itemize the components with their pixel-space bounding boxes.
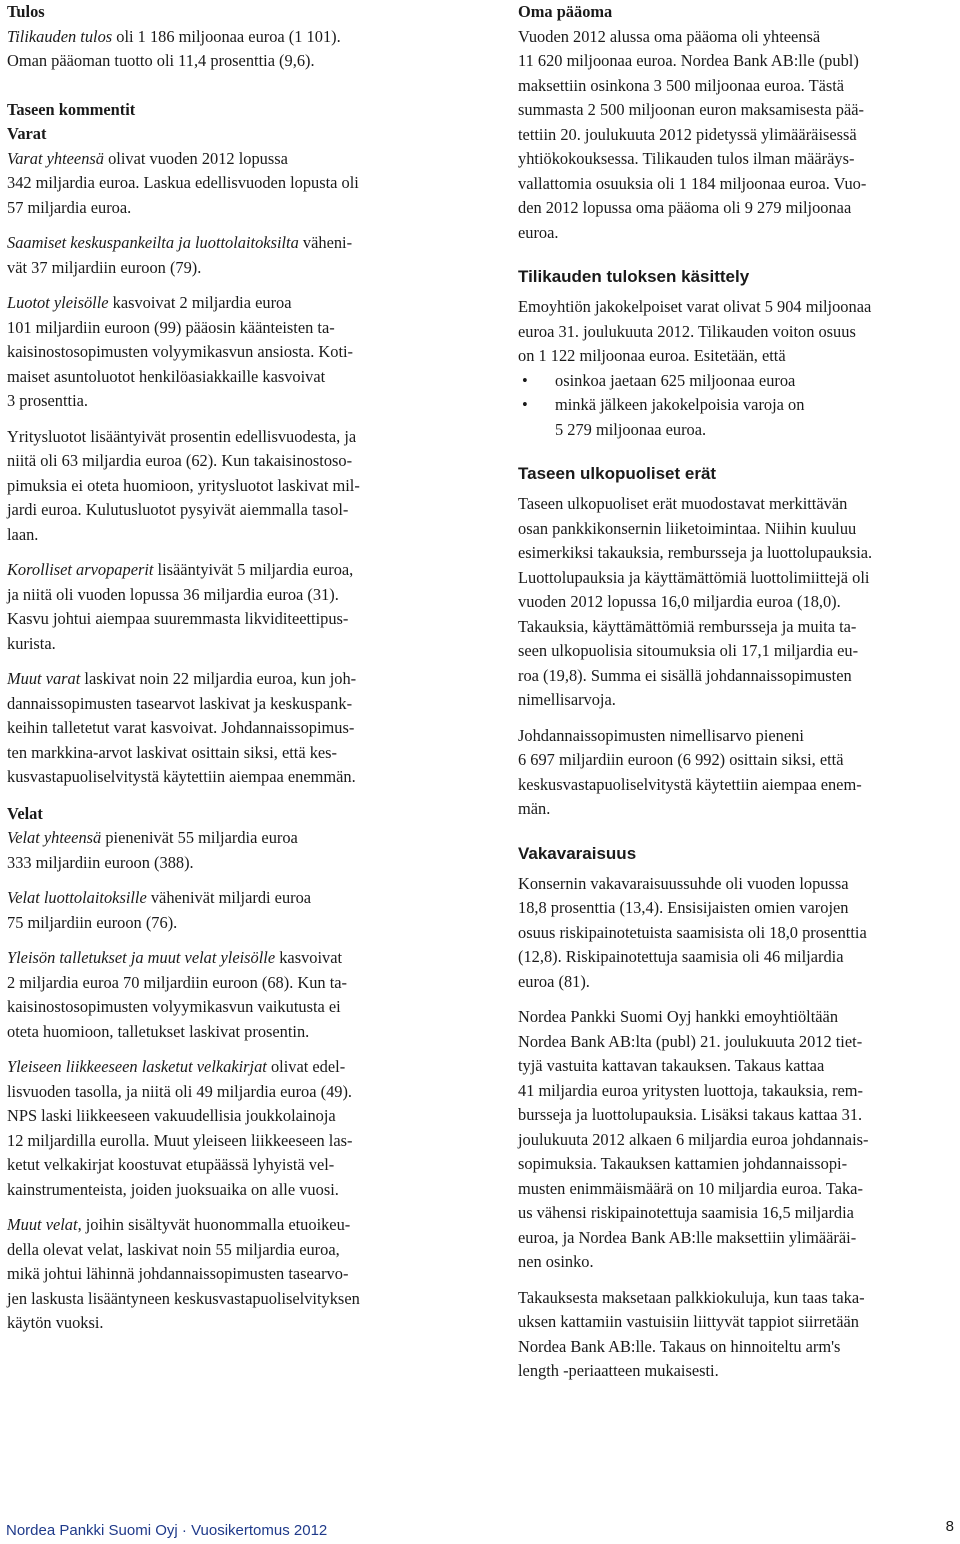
text-run: 2 miljardia euroa 70 miljardiin euroon (68). Kun ta- xyxy=(7,972,348,992)
text-line xyxy=(518,797,958,822)
text-line xyxy=(518,1286,958,1311)
text-line xyxy=(518,1128,958,1153)
paragraph xyxy=(7,231,452,280)
text-line xyxy=(518,970,958,995)
text-line xyxy=(7,741,452,766)
text-line xyxy=(7,365,452,390)
bullet-item xyxy=(518,418,958,443)
section-heading: Varat xyxy=(7,124,47,143)
text-line xyxy=(518,492,958,517)
text-line xyxy=(518,123,958,148)
text-run: tyjä vastuita kattavan takauksen. Takaus kattaa xyxy=(518,1056,825,1075)
text-run: 11 620 miljoonaa euroa. Nordea Bank AB:lle (publ) xyxy=(518,51,859,70)
text-line xyxy=(7,607,452,632)
text-run: mikä johtui lähinnä johdannaissopimusten tasearvo- xyxy=(7,1264,349,1283)
text-line xyxy=(7,1213,452,1238)
text-run: laskivat noin 22 miljardia euroa, kun joh- xyxy=(80,669,357,688)
text-line xyxy=(518,615,958,640)
text-run: Taseen ulkopuoliset erät muodostavat merkittävän xyxy=(518,494,848,513)
text-line xyxy=(7,171,452,196)
text-run: Nordea Pankki Suomi Oyj hankki emoyhtiöltään xyxy=(518,1007,839,1026)
text-run: Kasvu johtui aiempaa suuremmasta likviditeettipus- xyxy=(7,609,349,628)
text-line xyxy=(7,1055,452,1080)
text-line xyxy=(7,632,452,657)
right-column xyxy=(518,0,958,1384)
text-line xyxy=(518,49,958,74)
text-line xyxy=(518,1359,958,1384)
text-line xyxy=(7,1238,452,1263)
text-line xyxy=(7,851,452,876)
text-line xyxy=(518,221,958,246)
text-line xyxy=(7,886,452,911)
text-line xyxy=(7,558,452,583)
emphasis-term: Yleiseen liikkeeseen lasketut velkakirjat xyxy=(7,1057,267,1076)
bullet-text: minkä jälkeen jakokelpoisia varoja on xyxy=(555,395,805,414)
text-run: roa (19,8). Summa ei sisällä johdannaissopimusten xyxy=(518,665,852,685)
text-run: vallattomia osuuksia oli 1 184 miljoonaa euroa. Vuo- xyxy=(518,173,867,193)
text-run: pimuksia ei oteta huomioon, yritysluotot laskivat mil- xyxy=(7,475,360,495)
text-run: us vähensi riskipainotettuja saamisia 16,5 miljardia xyxy=(518,1203,854,1222)
text-line xyxy=(518,773,958,798)
paragraph xyxy=(518,492,958,713)
bullet-icon xyxy=(518,393,555,418)
text-run: maiset asuntoluotot henkilöasiakkaille kasvoivat xyxy=(7,366,326,386)
text-run: kaisinostosopimusten volyymikasvun ansiosta. Koti- xyxy=(7,342,354,361)
section-heading: Taseen ulkopuoliset erät xyxy=(518,464,717,483)
text-line xyxy=(518,1152,958,1177)
text-run: Konsernin vakavaraisuussuhde oli vuoden lopussa xyxy=(518,873,849,893)
paragraph xyxy=(7,425,452,548)
text-run: ja niitä oli vuoden lopussa 36 miljardia euroa (31). xyxy=(7,584,339,604)
paragraph xyxy=(7,147,452,221)
text-run: jen laskusta lisääntyneen keskusvastapuoliselvityksen xyxy=(7,1288,360,1308)
bullet-item xyxy=(518,369,958,394)
text-line xyxy=(7,667,452,692)
text-line xyxy=(518,1201,958,1226)
text-line xyxy=(7,256,452,281)
paragraph xyxy=(7,558,452,656)
text-line xyxy=(518,1079,958,1104)
paragraph xyxy=(7,826,452,875)
text-line xyxy=(518,517,958,542)
emphasis-term: Saamiset keskuspankeilta ja luottolaitoksilta xyxy=(7,233,299,252)
text-run: musten enimmäismäärä on 10 miljardia euroa. Taka- xyxy=(518,1178,863,1198)
text-run: on 1 122 miljoonaa euroa. Esitetään, että xyxy=(518,346,786,365)
text-line xyxy=(518,590,958,615)
text-line xyxy=(518,147,958,172)
text-run: lisääntyivät 5 miljardia euroa, xyxy=(153,560,354,579)
text-run: kurista. xyxy=(7,633,56,653)
text-run: euroa, ja Nordea Bank AB:lle maksettiin ylimääräi- xyxy=(518,1227,857,1247)
text-run: niitä oli 63 miljardia euroa (62). Kun takaisinostoso- xyxy=(7,451,353,470)
text-run: 75 miljardiin euroon (76). xyxy=(7,912,178,932)
text-run: summasta 2 500 miljoonan euron maksamisesta pää- xyxy=(518,100,864,119)
text-run: della olevat velat, laskivat noin 55 miljardia euroa, xyxy=(7,1239,340,1259)
text-run: Oman pääoman tuotto oli 11,4 prosenttia (9,6). xyxy=(7,51,315,70)
text-run: 57 miljardia euroa. xyxy=(7,197,132,217)
text-line xyxy=(7,316,452,341)
text-line xyxy=(518,1177,958,1202)
text-line xyxy=(7,1178,452,1203)
left-column xyxy=(7,0,452,1336)
text-run: oteta huomioon, talletukset laskivat prosentin. xyxy=(7,1021,310,1041)
bullet-text: osinkoa jaetaan 625 miljoonaa euroa xyxy=(555,370,796,390)
section-heading: Tilikauden tuloksen käsittely xyxy=(518,267,750,286)
text-run: euroa (81). xyxy=(518,971,590,991)
emphasis-term: Varat yhteensä xyxy=(7,148,104,168)
text-run: pienenivät 55 miljardia euroa xyxy=(101,828,298,847)
text-run: bursseja ja luottolupauksia. Lisäksi takaus kattaa 31. xyxy=(518,1105,863,1124)
text-line xyxy=(7,692,452,717)
text-run: 333 miljardiin euroon (388). xyxy=(7,852,194,872)
text-line xyxy=(518,295,958,320)
text-run: nen osinko. xyxy=(518,1252,594,1271)
text-line xyxy=(7,523,452,548)
text-run: den 2012 lopussa oma pääoma oli 9 279 miljoonaa xyxy=(518,198,852,217)
text-line xyxy=(518,196,958,221)
text-line xyxy=(7,425,452,450)
text-line xyxy=(7,716,452,741)
text-line xyxy=(518,1226,958,1251)
text-line xyxy=(518,74,958,99)
emphasis-term: Korolliset arvopaperit xyxy=(7,560,154,579)
text-line xyxy=(518,921,958,946)
emphasis-term: Muut velat xyxy=(7,1215,78,1234)
text-run: euroa 31. joulukuuta 2012. Tilikauden voiton osuus xyxy=(518,321,856,341)
bullet-icon xyxy=(518,369,555,394)
paragraph xyxy=(518,724,958,822)
section-heading: Vakavaraisuus xyxy=(518,843,637,863)
text-run: kainstrumenteista, joiden juoksuaika on alle vuosi. xyxy=(7,1179,339,1199)
text-line xyxy=(518,639,958,664)
text-run: kusvastapuoliselvitystä käytettiin aiempaa enemmän. xyxy=(7,767,356,786)
text-run: Emoyhtiön jakokelpoiset varat olivat 5 904 miljoonaa xyxy=(518,297,872,316)
text-run: osan pankkikonsernin liiketoimintaa. Niihin kuuluu xyxy=(518,518,857,538)
bullet-list xyxy=(518,369,958,443)
text-line xyxy=(7,147,452,172)
text-line xyxy=(518,748,958,773)
text-run: sopimuksia. Takauksen kattamien johdannaissopi- xyxy=(518,1154,848,1173)
section-heading: Oma pääoma xyxy=(518,2,613,21)
text-run: olivat vuoden 2012 lopussa xyxy=(103,148,288,168)
text-run: kasvoivat 2 miljardia euroa xyxy=(108,293,292,312)
emphasis-term: Luotot yleisölle xyxy=(7,293,109,312)
text-run: seen ulkopuolisia sitoumuksia oli 17,1 miljardia eu- xyxy=(518,641,859,660)
text-run: kasvoivat xyxy=(275,948,343,967)
paragraph xyxy=(7,886,452,935)
section-heading: Velat xyxy=(7,803,43,823)
text-run: (12,8). Riskipainotettuja saamisia oli 46 miljardia xyxy=(518,947,844,966)
paragraph xyxy=(518,1005,958,1275)
text-line xyxy=(518,172,958,197)
text-run: Nordea Bank AB:lta (publ) 21. joulukuuta 2012 tiet- xyxy=(518,1031,863,1051)
text-line xyxy=(518,566,958,591)
text-line xyxy=(7,1020,452,1045)
text-line xyxy=(7,291,452,316)
text-run: 18,8 prosenttia (13,4). Ensisijaisten omien varojen xyxy=(518,898,849,917)
text-line xyxy=(518,541,958,566)
text-line xyxy=(518,1030,958,1055)
text-run: jardi euroa. Kulutusluotot pysyivät aiemmalla tasol- xyxy=(7,500,349,519)
text-line xyxy=(7,340,452,365)
text-line xyxy=(7,231,452,256)
text-line xyxy=(7,49,452,74)
text-run: joulukuuta 2012 alkaen 6 miljardia euroa johdannais- xyxy=(518,1129,869,1149)
text-line xyxy=(7,826,452,851)
text-line xyxy=(518,344,958,369)
text-line xyxy=(7,946,452,971)
text-line xyxy=(7,25,452,50)
bullet-text: 5 279 miljoonaa euroa. xyxy=(555,419,707,439)
paragraph xyxy=(518,1286,958,1384)
text-run: NPS laski liikkeeseen vakuudellisia joukkolainoja xyxy=(7,1106,336,1125)
text-run: maksettiin osinkona 3 500 miljoonaa euroa. Tästä xyxy=(518,75,845,95)
emphasis-term: Tilikauden tulos xyxy=(7,26,113,46)
text-line xyxy=(518,98,958,123)
text-line xyxy=(7,1287,452,1312)
bullet-item xyxy=(518,393,958,418)
text-run: nimellisarvoja. xyxy=(518,690,616,709)
page-number: 8 xyxy=(945,1518,954,1535)
emphasis-term: Muut varat xyxy=(7,669,81,688)
text-run: väheni- xyxy=(298,233,353,252)
text-line xyxy=(7,498,452,523)
text-line xyxy=(518,25,958,50)
text-line xyxy=(7,389,452,414)
text-line xyxy=(7,1104,452,1129)
text-run: dannaissopimusten tasearvot laskivat ja keskuspank- xyxy=(7,693,353,713)
text-run: kaisinostosopimusten volyymikasvun vaikutusta ei xyxy=(7,997,341,1016)
text-run: Vuoden 2012 alussa oma pääoma oli yhteensä xyxy=(518,26,821,46)
emphasis-term: Yleisön talletukset ja muut velat yleisölle xyxy=(7,948,276,967)
text-line xyxy=(518,1310,958,1335)
text-line xyxy=(7,971,452,996)
text-run: laan. xyxy=(7,524,39,544)
text-run: ten markkina-arvot laskivat osittain siksi, että kes- xyxy=(7,742,338,762)
text-line xyxy=(7,1153,452,1178)
text-line xyxy=(7,1262,452,1287)
text-line xyxy=(518,945,958,970)
text-run: Takauksesta maksetaan palkkiokuluja, kun taas taka- xyxy=(518,1287,865,1307)
section-heading: Tulos xyxy=(7,2,45,21)
text-line xyxy=(518,1335,958,1360)
text-run: keskusvastapuoliselvitystä käytettiin aiempaa enem- xyxy=(518,774,862,794)
text-line xyxy=(7,1080,452,1105)
paragraph xyxy=(518,295,958,369)
text-line xyxy=(7,1129,452,1154)
text-line xyxy=(518,1005,958,1030)
text-run: lisvuoden tasolla, ja niitä oli 49 miljardia euroa (49). xyxy=(7,1081,353,1101)
emphasis-term: Velat luottolaitoksille xyxy=(7,888,147,907)
text-run: 6 697 miljardiin euroon (6 992) osittain siksi, että xyxy=(518,750,844,769)
text-line xyxy=(518,320,958,345)
text-run: ketut velkakirjat koostuvat etupäässä lyhyistä vel- xyxy=(7,1155,335,1174)
text-line xyxy=(7,474,452,499)
text-run: vät 37 miljardiin euroon (79). xyxy=(7,257,202,277)
paragraph xyxy=(7,946,452,1044)
text-run: euroa. xyxy=(518,222,559,242)
text-run: yhtiökokouksessa. Tilikauden tulos ilman määräys- xyxy=(518,149,855,168)
text-run: 342 miljardia euroa. Laskua edellisvuoden lopusta oli xyxy=(7,173,359,192)
text-run: käytön vuoksi. xyxy=(7,1313,104,1332)
text-run: 3 prosenttia. xyxy=(7,391,89,410)
text-run: oli 1 186 miljoonaa euroa (1 101). xyxy=(112,26,341,46)
text-run: esimerkiksi takauksia, rembursseja ja luottolupauksia. xyxy=(518,543,873,562)
emphasis-term: Velat yhteensä xyxy=(7,828,102,847)
text-run: keihin talletetut varat kasvoivat. Johdannaissopimus- xyxy=(7,718,355,737)
text-line xyxy=(518,872,958,897)
text-line xyxy=(518,896,958,921)
text-line xyxy=(518,1103,958,1128)
text-run: 41 miljardia euroa yritysten luottoja, takauksia, rem- xyxy=(518,1080,864,1100)
text-run: vähenivät miljardi euroa xyxy=(146,888,312,907)
text-run: 101 miljardiin euroon (99) pääosin käänteisten ta- xyxy=(7,317,335,337)
text-line xyxy=(7,1311,452,1336)
paragraph xyxy=(7,1055,452,1202)
paragraph xyxy=(518,25,958,246)
paragraph xyxy=(7,291,452,414)
text-line xyxy=(7,765,452,790)
text-line xyxy=(7,911,452,936)
text-run: tettiin 20. joulukuuta 2012 pidetyssä ylimääräisessä xyxy=(518,124,857,144)
text-line xyxy=(7,196,452,221)
text-run: osuus riskipainotetuista saamisista oli 18,0 prosenttia xyxy=(518,922,867,942)
text-run: Johdannaissopimusten nimellisarvo pieneni xyxy=(518,725,804,745)
paragraph xyxy=(7,1213,452,1336)
text-run: length -periaatteen mukaisesti. xyxy=(518,1361,719,1380)
text-line xyxy=(518,1054,958,1079)
text-run: Nordea Bank AB:lle. Takaus on hinnoiteltu arm's xyxy=(518,1336,841,1356)
paragraph xyxy=(518,872,958,995)
text-run: vuoden 2012 lopussa 16,0 miljardia euroa (18,0). xyxy=(518,592,841,611)
paragraph xyxy=(7,25,452,74)
paragraph xyxy=(7,667,452,790)
text-run: Yritysluotot lisääntyivät prosentin edellisvuodesta, ja xyxy=(7,426,357,446)
text-run: , joihin sisältyvät huonommalla etuoikeu- xyxy=(77,1215,351,1234)
footer-publication: Nordea Pankki Suomi Oyj · Vuosikertomus 2012 xyxy=(6,1522,328,1539)
text-line xyxy=(7,995,452,1020)
text-line xyxy=(7,583,452,608)
text-run: Luottolupauksia ja käyttämättömiä luottolimiittejä oli xyxy=(518,567,870,587)
text-line xyxy=(518,664,958,689)
text-run: Takauksia, käyttämättömiä rembursseja ja muita ta- xyxy=(518,616,857,636)
text-line xyxy=(518,724,958,749)
text-run: uksen kattamiin vastuisiin liittyvät tappiot siirretään xyxy=(518,1312,859,1331)
text-run: 12 miljardilla eurolla. Muut yleiseen liikkeeseen las- xyxy=(7,1130,353,1150)
section-heading: Taseen kommentit xyxy=(7,99,136,119)
text-run: olivat edel- xyxy=(266,1057,346,1076)
text-line xyxy=(7,449,452,474)
text-line xyxy=(518,1250,958,1275)
text-run: män. xyxy=(518,799,551,818)
text-line xyxy=(518,688,958,713)
